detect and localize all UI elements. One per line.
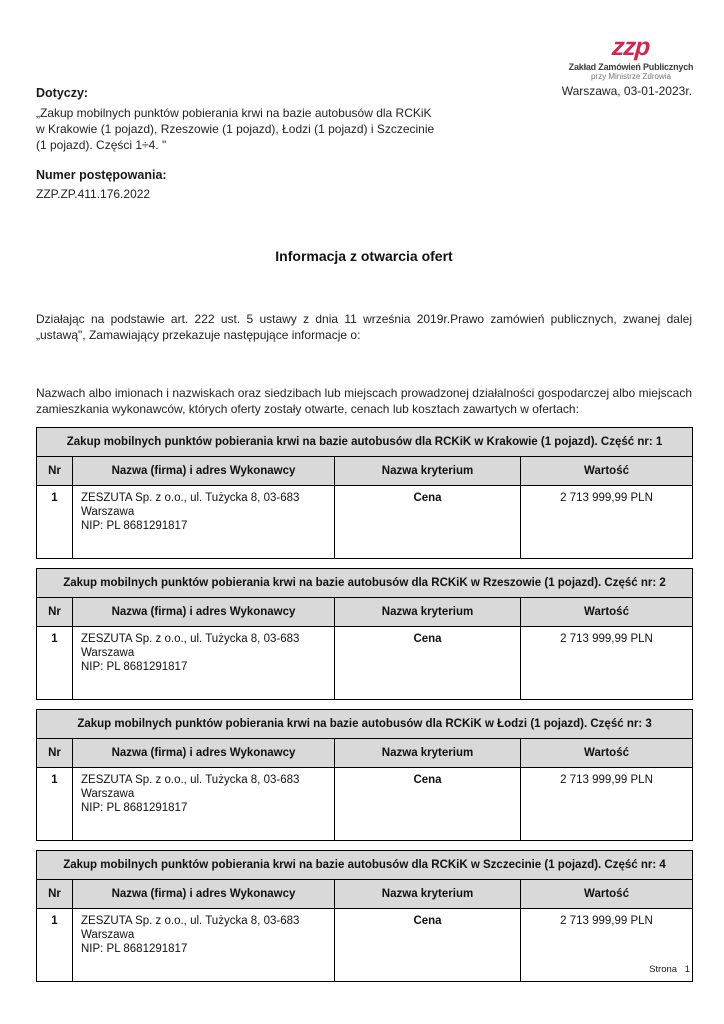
contractor-address: ZESZUTA Sp. z o.o., ul. Tużycka 8, 03-683 Warszawa [81,774,300,800]
contractor-address: ZESZUTA Sp. z o.o., ul. Tużycka 8, 03-683 Warszawa [81,633,300,659]
contractor-nip: NIP: PL 8681291817 [81,661,188,673]
cell-contractor [73,909,335,982]
dotyczy-label: Dotyczy: [36,86,89,100]
case-number: ZZP.ZP.411.176.2022 [36,187,151,201]
offer-tables-section [36,427,692,982]
cell-nr: 1 [37,909,73,982]
page-title: Informacja z otwarcia ofert [275,248,453,264]
column-header-nr: Nr [37,880,73,909]
subject-text: „Zakup mobilnych punktów pobierania krwi na bazie autobusów dla RCKiK w Krakowie (1 pojazd), Rzeszowie (1 pojazd), Łodzi (1 pojazd) i Szczecinie (1 pojazd). Części 1÷4. " [36,106,435,152]
table-title: Zakup mobilnych punktów pobierania krwi na bazie autobusów dla RCKiK w Szczecinie (1 pojazd). Część nr: 4 [37,851,693,880]
offers-table-part-2 [36,568,693,700]
cell-criterion: Cena [335,486,521,559]
column-header-value: Wartość [521,457,693,486]
case-number-label: Numer postępowania: [36,168,167,182]
table-row [37,627,693,700]
cell-value: 2 713 999,99 PLN [521,486,693,559]
cell-contractor [73,768,335,841]
offers-table-part-4 [36,850,693,982]
cell-value: 2 713 999,99 PLN [521,627,693,700]
column-header-value: Wartość [521,739,693,768]
column-header-contractor: Nazwa (firma) i adres Wykonawcy [73,739,335,768]
column-header-nr: Nr [37,457,73,486]
table-title: Zakup mobilnych punktów pobierania krwi na bazie autobusów dla RCKiK w Łodzi (1 pojazd). Część nr: 3 [37,710,693,739]
table-row [37,768,693,841]
zzp-logo-mark: zzp [611,33,651,61]
column-header-criterion: Nazwa kryterium [335,457,521,486]
cell-criterion: Cena [335,909,521,982]
cell-contractor [73,627,335,700]
contractor-nip: NIP: PL 8681291817 [81,943,188,955]
city-date-line: Warszawa, 03-01-2023r. [561,84,692,98]
paragraph-legal-basis: Działając na podstawie art. 222 ust. 5 ustawy z dnia 11 września 2019r.Prawo zamówień publicznych, zwanej dalej „ustawą", Zamawiający przekazuje następujące informacje o: [36,312,692,342]
cell-criterion: Cena [335,627,521,700]
table-row [37,486,693,559]
contractor-address: ZESZUTA Sp. z o.o., ul. Tużycka 8, 03-683 Warszawa [81,915,300,941]
cell-nr: 1 [37,486,73,559]
offers-table-part-3 [36,709,693,841]
contractor-address: ZESZUTA Sp. z o.o., ul. Tużycka 8, 03-683 Warszawa [81,492,300,518]
cell-nr: 1 [37,768,73,841]
cell-value: 2 713 999,99 PLN [521,768,693,841]
contractor-nip: NIP: PL 8681291817 [81,520,188,532]
column-header-contractor: Nazwa (firma) i adres Wykonawcy [73,457,335,486]
logo-org-name: Zakład Zamówień Publicznych [568,61,694,72]
table-row [37,909,693,982]
paragraph-info-scope: Nazwach albo imionach i nazwiskach oraz siedzibach lub miejscach prowadzonej działalności gospodarczej albo miejscach zamieszkania wykonawców, których oferty zostały otwarte, cenach lub kosztach zawartych w ofertach: [36,386,692,416]
column-header-value: Wartość [521,880,693,909]
column-header-contractor: Nazwa (firma) i adres Wykonawcy [73,880,335,909]
column-header-criterion: Nazwa kryterium [335,739,521,768]
contractor-nip: NIP: PL 8681291817 [81,802,188,814]
page-number: Strona 1 [649,964,690,975]
column-header-contractor: Nazwa (firma) i adres Wykonawcy [73,598,335,627]
cell-criterion: Cena [335,768,521,841]
cell-contractor [73,486,335,559]
offers-table-part-1 [36,427,693,559]
column-header-value: Wartość [521,598,693,627]
document-content [36,86,692,991]
column-header-nr: Nr [37,739,73,768]
zzp-logo [566,34,696,82]
cell-nr: 1 [37,627,73,700]
logo-org-subtitle: przy Ministrze Zdrowia [590,72,671,82]
column-header-criterion: Nazwa kryterium [335,880,521,909]
table-title: Zakup mobilnych punktów pobierania krwi na bazie autobusów dla RCKiK w Krakowie (1 pojazd). Część nr: 1 [37,428,693,457]
cell-value: 2 713 999,99 PLN [521,909,693,982]
column-header-criterion: Nazwa kryterium [335,598,521,627]
table-title: Zakup mobilnych punktów pobierania krwi na bazie autobusów dla RCKiK w Rzeszowie (1 pojazd). Część nr: 2 [37,569,693,598]
column-header-nr: Nr [37,598,73,627]
